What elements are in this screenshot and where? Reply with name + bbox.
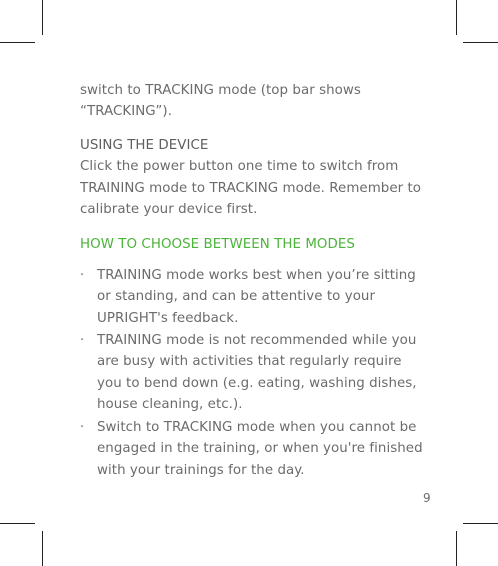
crop-mark-top-right-vertical bbox=[456, 0, 457, 35]
list-item bbox=[80, 417, 425, 481]
bullet-text: Switch to TRACKING mode when you cannot be engaged in the training, or when you're finished with your trainings for the day. bbox=[97, 419, 423, 478]
crop-mark-bottom-left-vertical bbox=[42, 531, 43, 566]
using-device-body: Click the power button one time to switch from TRAINING mode to TRACKING mode. Remember to calibrate your device first. bbox=[80, 159, 422, 218]
crop-mark-top-left-vertical bbox=[42, 0, 43, 35]
bullet-text: TRAINING mode is not recommended while you are busy with activities that regularly require you to bend down (e.g. eating, washing dishes, house cleaning, etc.). bbox=[97, 333, 417, 413]
crop-mark-top-left-horizontal bbox=[0, 42, 35, 43]
list-item bbox=[80, 330, 425, 416]
crop-mark-bottom-right-vertical bbox=[456, 531, 457, 566]
bullet-text: TRAINING mode works best when you’re sitting or standing, and can be attentive to your UPRIGHT's feedback. bbox=[97, 267, 416, 326]
page-content bbox=[80, 80, 425, 482]
choose-modes-heading: HOW TO CHOOSE BETWEEN THE MODES bbox=[80, 237, 355, 253]
using-device-title: USING THE DEVICE bbox=[80, 137, 209, 153]
bullet-dot-icon: · bbox=[80, 333, 85, 349]
crop-mark-bottom-right-horizontal bbox=[463, 523, 498, 524]
intro-paragraph: switch to TRACKING mode (top bar shows “TRACKING”). bbox=[80, 83, 361, 120]
bullet-dot-icon: · bbox=[80, 267, 85, 283]
page-number: 9 bbox=[423, 491, 431, 505]
bullet-dot-icon: · bbox=[80, 419, 85, 435]
modes-bullet-list bbox=[80, 265, 425, 481]
crop-mark-top-right-horizontal bbox=[463, 42, 498, 43]
list-item bbox=[80, 265, 425, 329]
crop-mark-bottom-left-horizontal bbox=[0, 523, 35, 524]
